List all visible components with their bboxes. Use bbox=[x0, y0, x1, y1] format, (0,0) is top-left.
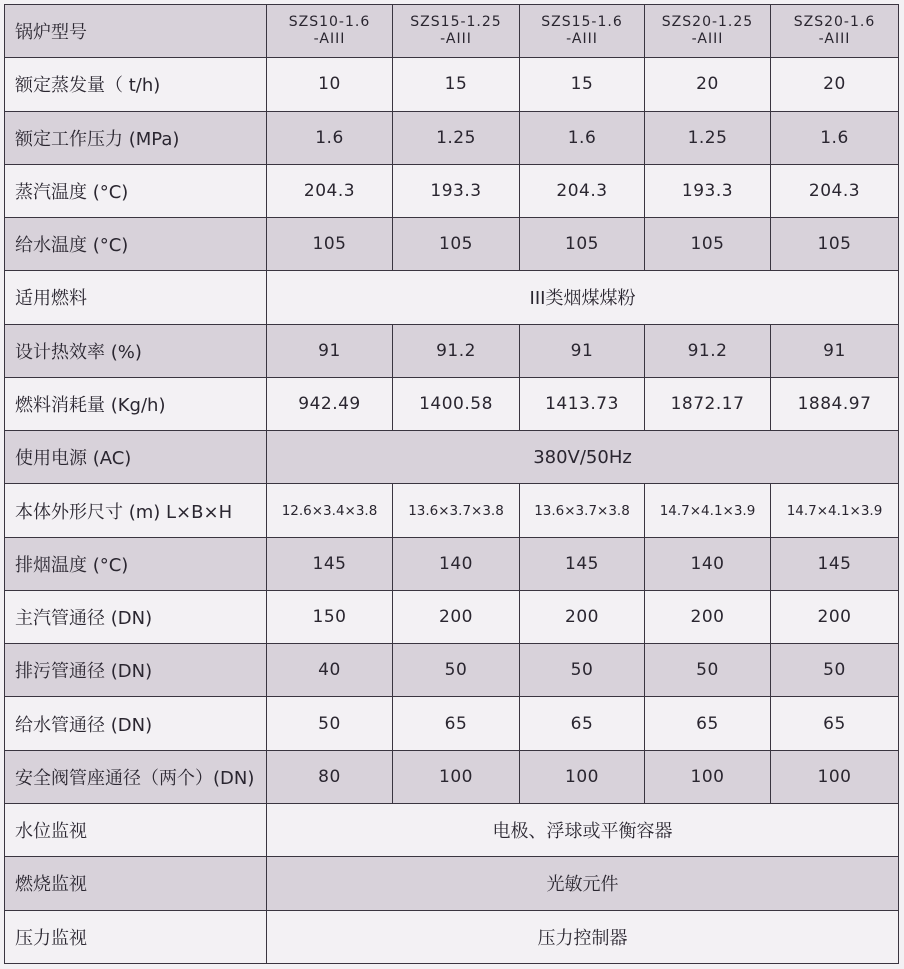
value-cell: 14.7×4.1×3.9 bbox=[645, 484, 771, 537]
value-cell: 100 bbox=[520, 750, 645, 803]
value-cell: 1872.17 bbox=[645, 377, 771, 430]
model-cell bbox=[520, 5, 645, 58]
value-cell: 91 bbox=[267, 324, 393, 377]
value-cell: 65 bbox=[520, 697, 645, 750]
value-cell: 105 bbox=[393, 218, 520, 271]
merged-value-cell: III类烟煤煤粉 bbox=[267, 271, 899, 324]
value-cell: 145 bbox=[771, 537, 899, 590]
value-cell: 1.6 bbox=[771, 111, 899, 164]
value-cell: 193.3 bbox=[393, 164, 520, 217]
table-row bbox=[5, 111, 899, 164]
value-cell: 200 bbox=[645, 590, 771, 643]
value-cell: 10 bbox=[267, 58, 393, 111]
row-label: 适用燃料 bbox=[5, 271, 267, 324]
model-line2: -AIII bbox=[440, 31, 472, 48]
table-row bbox=[5, 377, 899, 430]
value-cell: 100 bbox=[771, 750, 899, 803]
value-cell: 105 bbox=[267, 218, 393, 271]
value-cell: 145 bbox=[520, 537, 645, 590]
value-cell: 200 bbox=[393, 590, 520, 643]
value-cell: 20 bbox=[771, 58, 899, 111]
value-cell: 100 bbox=[645, 750, 771, 803]
row-label: 给水温度 (°C) bbox=[5, 218, 267, 271]
merged-value-cell: 光敏元件 bbox=[267, 857, 899, 910]
model-line2: -AIII bbox=[313, 31, 346, 48]
value-cell: 13.6×3.7×3.8 bbox=[520, 484, 645, 537]
row-label: 主汽管通径 (DN) bbox=[5, 590, 267, 643]
value-cell: 91 bbox=[771, 324, 899, 377]
row-label: 排烟温度 (°C) bbox=[5, 537, 267, 590]
value-cell: 1413.73 bbox=[520, 377, 645, 430]
value-cell: 200 bbox=[520, 590, 645, 643]
model-cell bbox=[645, 5, 771, 58]
merged-value-cell: 电极、浮球或平衡容器 bbox=[267, 803, 899, 856]
value-cell: 15 bbox=[520, 58, 645, 111]
model-line1: SZS15-1.25 bbox=[410, 14, 502, 31]
merged-value-cell: 380V/50Hz bbox=[267, 431, 899, 484]
value-cell: 20 bbox=[645, 58, 771, 111]
value-cell: 91.2 bbox=[393, 324, 520, 377]
boiler-spec-table bbox=[4, 4, 899, 964]
value-cell: 1.25 bbox=[645, 111, 771, 164]
row-label: 排污管通径 (DN) bbox=[5, 644, 267, 697]
header-row bbox=[5, 5, 899, 58]
table-row bbox=[5, 750, 899, 803]
table-row bbox=[5, 697, 899, 750]
value-cell: 91 bbox=[520, 324, 645, 377]
value-cell: 91.2 bbox=[645, 324, 771, 377]
row-label: 水位监视 bbox=[5, 803, 267, 856]
row-label: 蒸汽温度 (°C) bbox=[5, 164, 267, 217]
header-label: 锅炉型号 bbox=[5, 5, 267, 58]
value-cell: 204.3 bbox=[771, 164, 899, 217]
row-label: 燃料消耗量 (Kg/h) bbox=[5, 377, 267, 430]
row-label: 压力监视 bbox=[5, 910, 267, 963]
value-cell: 1.25 bbox=[393, 111, 520, 164]
table-row bbox=[5, 271, 899, 324]
row-label: 额定工作压力 (MPa) bbox=[5, 111, 267, 164]
merged-value-cell: 压力控制器 bbox=[267, 910, 899, 963]
value-cell: 193.3 bbox=[645, 164, 771, 217]
value-cell: 204.3 bbox=[520, 164, 645, 217]
model-line2: -AIII bbox=[691, 31, 724, 48]
value-cell: 105 bbox=[520, 218, 645, 271]
value-cell: 14.7×4.1×3.9 bbox=[771, 484, 899, 537]
model-line1: SZS20-1.6 bbox=[793, 14, 876, 31]
table-row bbox=[5, 324, 899, 377]
model-line1: SZS20-1.25 bbox=[661, 14, 754, 31]
value-cell: 12.6×3.4×3.8 bbox=[267, 484, 393, 537]
table-row bbox=[5, 857, 899, 910]
model-line2: -AIII bbox=[566, 31, 598, 48]
row-label: 给水管通径 (DN) bbox=[5, 697, 267, 750]
value-cell: 942.49 bbox=[267, 377, 393, 430]
model-line1: SZS10-1.6 bbox=[288, 14, 371, 31]
value-cell: 13.6×3.7×3.8 bbox=[393, 484, 520, 537]
row-label: 本体外形尺寸 (m) L×B×H bbox=[5, 484, 267, 537]
value-cell: 1884.97 bbox=[771, 377, 899, 430]
value-cell: 200 bbox=[771, 590, 899, 643]
table-row bbox=[5, 803, 899, 856]
model-cell bbox=[267, 5, 393, 58]
table-row bbox=[5, 910, 899, 963]
model-line1: SZS15-1.6 bbox=[541, 14, 623, 31]
value-cell: 50 bbox=[771, 644, 899, 697]
row-label: 使用电源 (AC) bbox=[5, 431, 267, 484]
value-cell: 1.6 bbox=[520, 111, 645, 164]
row-label: 额定蒸发量（ t/h) bbox=[5, 58, 267, 111]
model-line2: -AIII bbox=[818, 31, 851, 48]
value-cell: 65 bbox=[645, 697, 771, 750]
value-cell: 50 bbox=[645, 644, 771, 697]
value-cell: 80 bbox=[267, 750, 393, 803]
value-cell: 50 bbox=[520, 644, 645, 697]
value-cell: 105 bbox=[645, 218, 771, 271]
table-row bbox=[5, 58, 899, 111]
value-cell: 1.6 bbox=[267, 111, 393, 164]
row-label: 安全阀管座通径（两个）(DN) bbox=[5, 750, 267, 803]
value-cell: 15 bbox=[393, 58, 520, 111]
table-row bbox=[5, 164, 899, 217]
value-cell: 150 bbox=[267, 590, 393, 643]
table-row bbox=[5, 218, 899, 271]
row-label: 设计热效率 (%) bbox=[5, 324, 267, 377]
value-cell: 204.3 bbox=[267, 164, 393, 217]
value-cell: 40 bbox=[267, 644, 393, 697]
value-cell: 140 bbox=[645, 537, 771, 590]
value-cell: 100 bbox=[393, 750, 520, 803]
value-cell: 50 bbox=[267, 697, 393, 750]
value-cell: 145 bbox=[267, 537, 393, 590]
table-row bbox=[5, 431, 899, 484]
value-cell: 105 bbox=[771, 218, 899, 271]
table-row bbox=[5, 590, 899, 643]
table-row bbox=[5, 537, 899, 590]
value-cell: 140 bbox=[393, 537, 520, 590]
table-row bbox=[5, 484, 899, 537]
model-cell bbox=[393, 5, 520, 58]
table-row bbox=[5, 644, 899, 697]
row-label: 燃烧监视 bbox=[5, 857, 267, 910]
value-cell: 50 bbox=[393, 644, 520, 697]
value-cell: 65 bbox=[393, 697, 520, 750]
value-cell: 65 bbox=[771, 697, 899, 750]
value-cell: 1400.58 bbox=[393, 377, 520, 430]
model-cell bbox=[771, 5, 899, 58]
